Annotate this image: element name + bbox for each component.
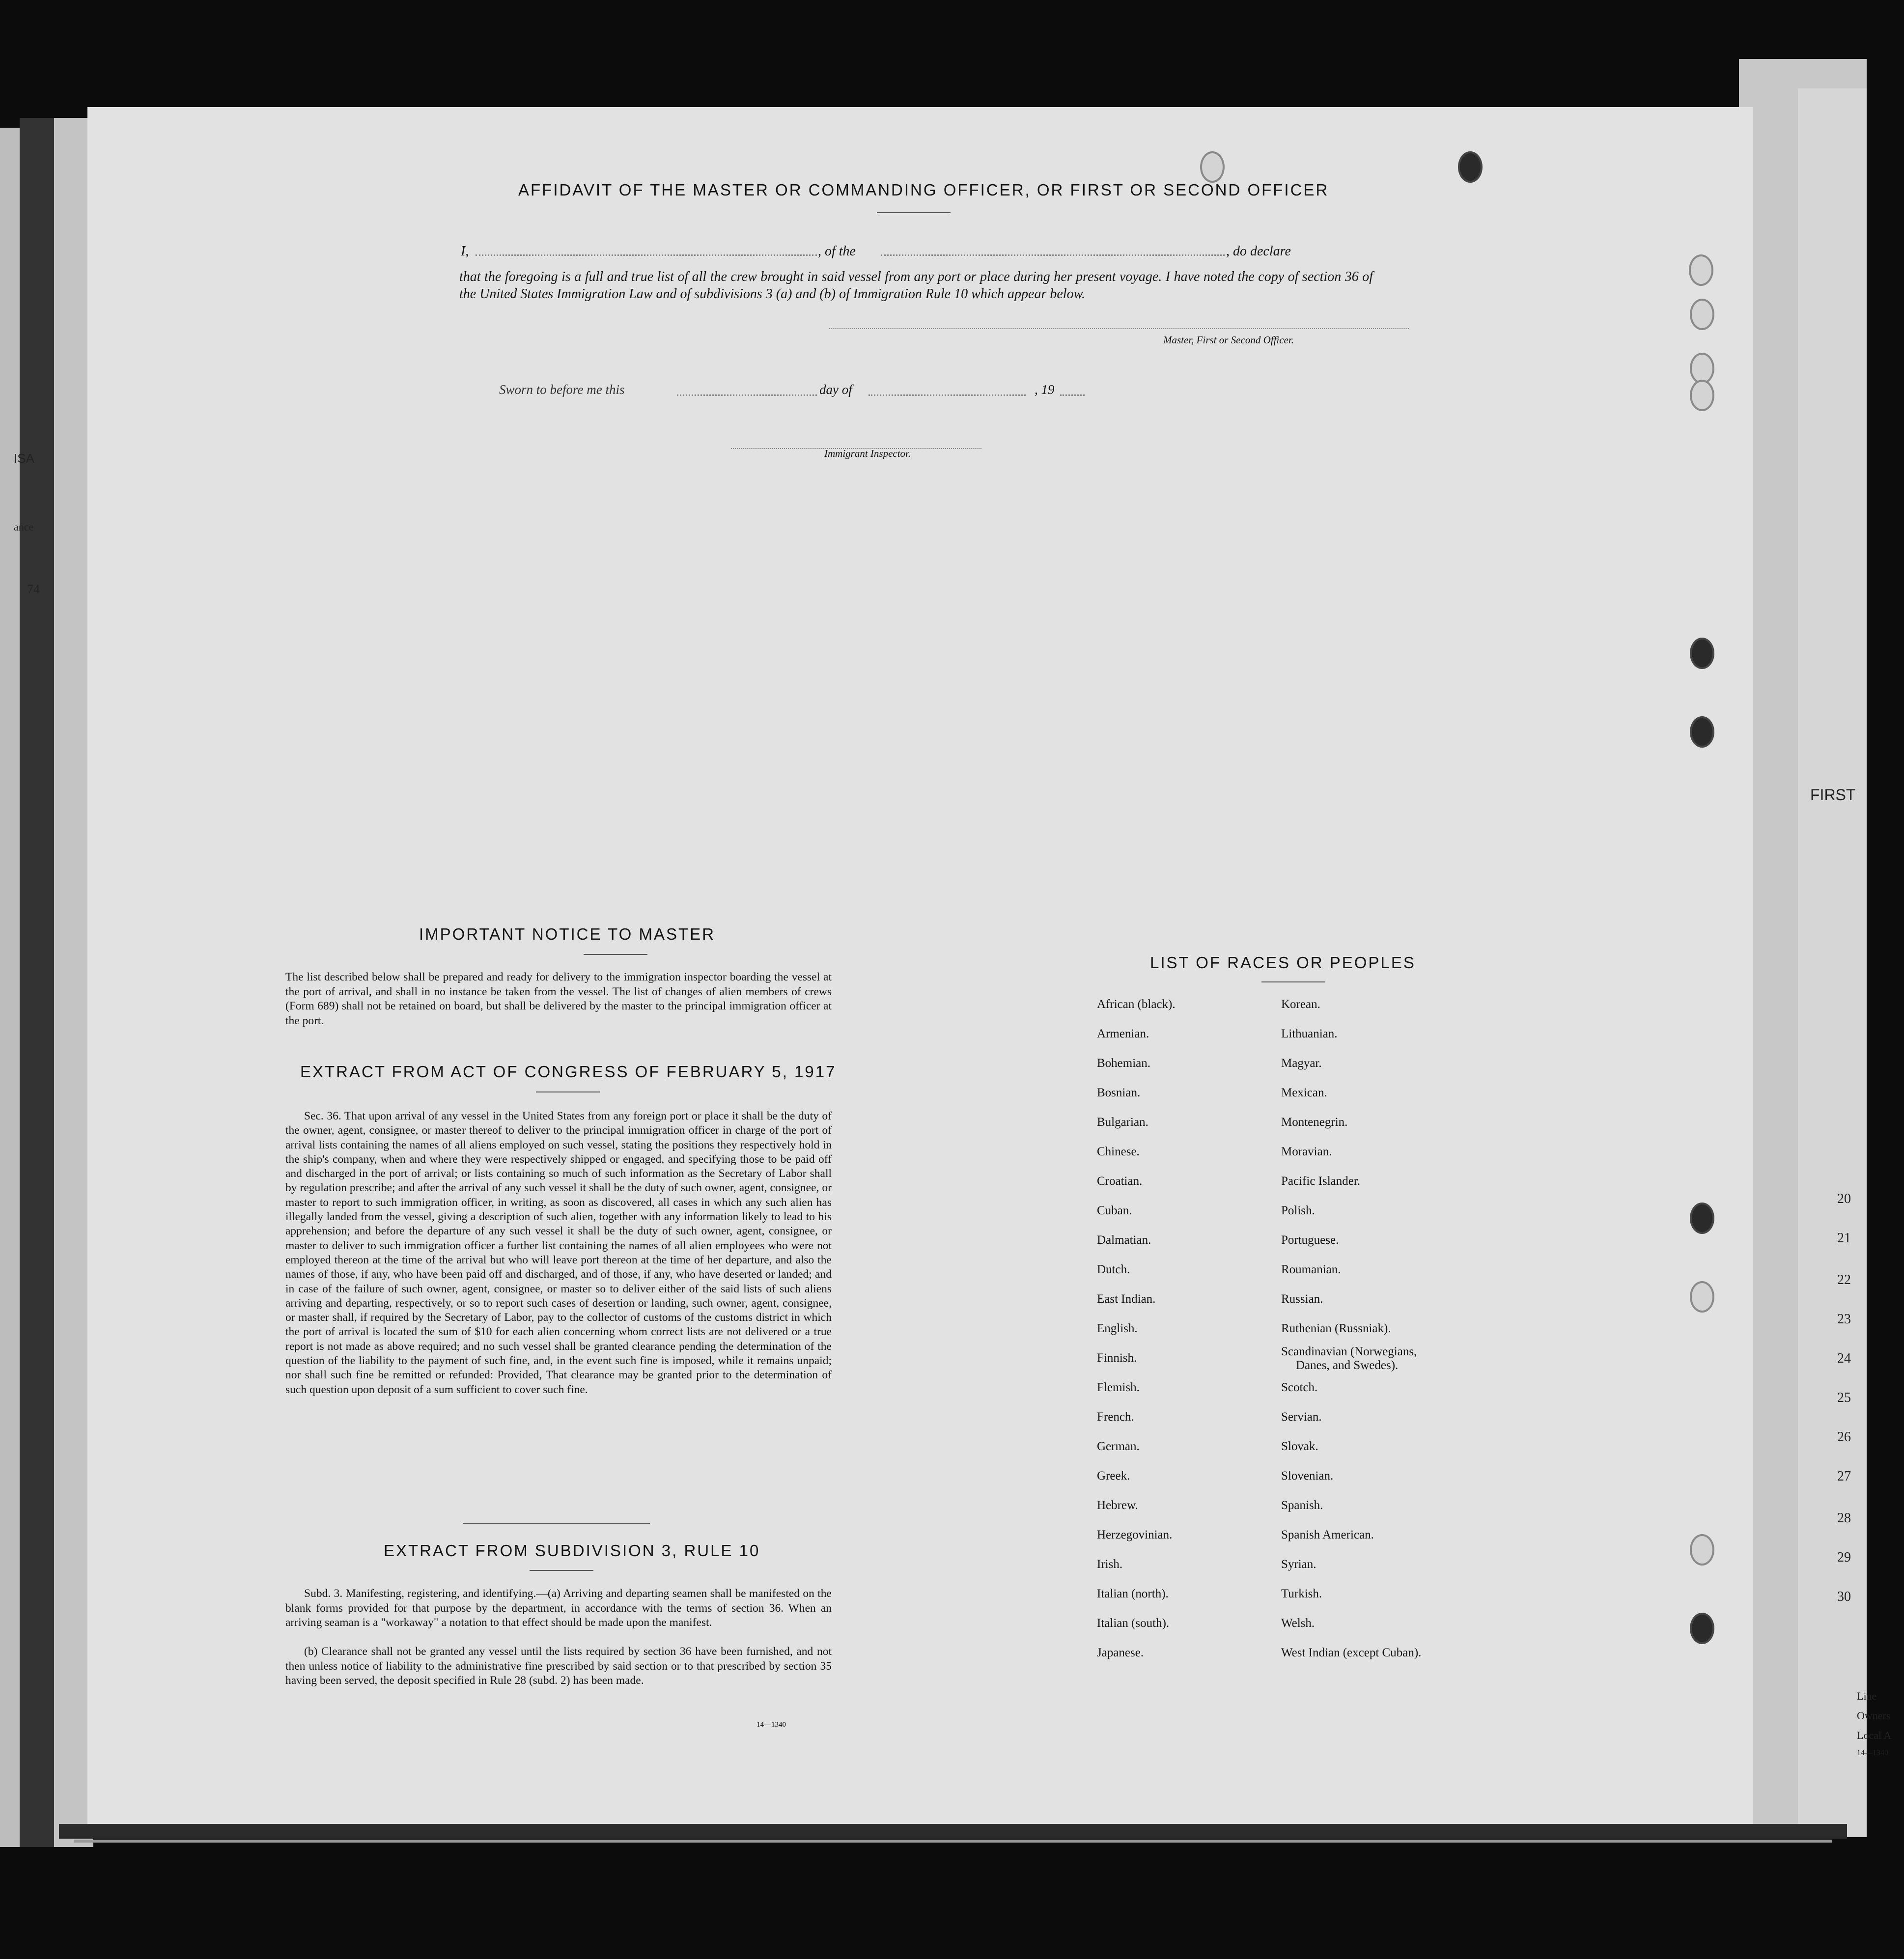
edge-label: 74	[27, 582, 40, 596]
edge-number: 25	[1837, 1390, 1851, 1405]
race-item: Flemish.	[1097, 1381, 1140, 1394]
name-blank	[476, 254, 817, 256]
race-item: Korean.	[1281, 998, 1320, 1011]
divider	[463, 1523, 650, 1524]
race-item: Russian.	[1281, 1292, 1323, 1306]
edge-label-first: FIRST	[1810, 786, 1856, 804]
race-item: Italian (north).	[1097, 1587, 1169, 1600]
race-item: Turkish.	[1281, 1587, 1322, 1600]
race-item: Polish.	[1281, 1204, 1315, 1217]
day-blank	[677, 394, 817, 396]
race-item: Croatian.	[1097, 1175, 1143, 1188]
punch-hole	[1690, 1613, 1714, 1644]
race-item: Armenian.	[1097, 1027, 1149, 1040]
race-item: Dutch.	[1097, 1263, 1130, 1276]
race-item: Greek.	[1097, 1469, 1130, 1483]
race-item: Pacific Islander.	[1281, 1175, 1361, 1188]
page-bottom-edge	[74, 1840, 1832, 1843]
rule-para-a: Subd. 3. Manifesting, registering, and identifying.—(a) Arriving and departing seamen shall be manifested on the blank forms provided for that purpose by the department, in accordance with the terms of section 36. When an arriving seaman is a "workaway" a notation to that effect should be made upon the manifest.	[285, 1587, 832, 1629]
race-item-continuation: Danes, and Swedes).	[1296, 1359, 1399, 1372]
punch-hole	[1690, 1534, 1714, 1566]
race-item: English.	[1097, 1322, 1138, 1335]
punch-hole	[1458, 151, 1483, 183]
edge-number: 23	[1837, 1312, 1851, 1327]
notice-title: IMPORTANT NOTICE TO MASTER	[419, 925, 716, 943]
race-item: Ruthenian (Russniak).	[1281, 1322, 1391, 1335]
race-item: Montenegrin.	[1281, 1116, 1348, 1129]
race-item: Dalmatian.	[1097, 1233, 1151, 1247]
edge-number: 26	[1837, 1429, 1851, 1445]
race-item: Japanese.	[1097, 1646, 1144, 1659]
form-number: 14—1340	[756, 1721, 786, 1729]
race-item: Bosnian.	[1097, 1086, 1141, 1099]
rule-para-b: (b) Clearance shall not be granted any vessel until the lists required by section 36 have been furnished, and not then unless notice of liability to the administrative fine prescribed by said section or to that prescribed by section 35 having been served, the deposit specified in Rule 28 (subd. 2) has been made.	[285, 1645, 832, 1687]
edge-number: 21	[1837, 1231, 1851, 1246]
edge-label: Owners	[1857, 1709, 1891, 1722]
affidavit-of-the: , of the	[818, 244, 856, 259]
edge-number: 29	[1837, 1550, 1851, 1565]
affidavit-i-label: I,	[461, 244, 469, 259]
divider	[584, 954, 647, 955]
race-item: Lithuanian.	[1281, 1027, 1338, 1040]
edge-label: ance	[14, 521, 34, 533]
punch-hole	[1690, 380, 1714, 411]
race-item: Scandinavian (Norwegians,	[1281, 1345, 1417, 1358]
race-item: East Indian.	[1097, 1292, 1156, 1306]
act-title: EXTRACT FROM ACT OF CONGRESS OF FEBRUARY 5, 1917	[300, 1063, 837, 1081]
vessel-blank	[881, 254, 1225, 256]
divider	[536, 1091, 600, 1092]
punch-hole	[1690, 1203, 1714, 1234]
inspector-caption: Immigrant Inspector.	[824, 448, 911, 459]
race-item: Roumanian.	[1281, 1263, 1341, 1276]
race-item: Hebrew.	[1097, 1499, 1138, 1512]
race-item: German.	[1097, 1440, 1140, 1453]
race-item: Portuguese.	[1281, 1233, 1339, 1247]
race-item: French.	[1097, 1410, 1134, 1424]
race-item: Cuban.	[1097, 1204, 1132, 1217]
affidavit-body: that the foregoing is a full and true list of all the crew brought in said vessel from any port or place during her present voyage. I have noted the copy of section 36 of the United States Immigration Law and of subdivisions 3 (a) and (b) of Immigration Rule 10 which appear below.	[459, 269, 1373, 302]
race-item: Irish.	[1097, 1558, 1123, 1571]
signature-caption: Master, First or Second Officer.	[1163, 334, 1294, 346]
notice-body: The list described below shall be prepared and ready for delivery to the immigration inspector boarding the vessel at the port of arrival, and shall in no instance be taken from the vessel. The list of changes of alien members of crews (Form 689) shall not be retained on board, but shall be delivered by the master to the principal immigration officer at the port.	[285, 971, 832, 1027]
race-item: Finnish.	[1097, 1351, 1137, 1365]
edge-label: ISA	[14, 451, 34, 466]
race-item: Slovenian.	[1281, 1469, 1334, 1483]
punch-hole	[1200, 151, 1225, 183]
document-page	[87, 107, 1753, 1824]
affidavit-title: AFFIDAVIT OF THE MASTER OR COMMANDING OFFICER, OR FIRST OR SECOND OFFICER	[518, 181, 1329, 199]
race-item: Chinese.	[1097, 1145, 1140, 1158]
race-item: Spanish American.	[1281, 1528, 1374, 1541]
race-item: Servian.	[1281, 1410, 1322, 1424]
edge-number: 24	[1837, 1351, 1851, 1366]
edge-label: 14—1340	[1857, 1749, 1888, 1757]
page-bottom-shadow	[59, 1824, 1847, 1839]
races-title: LIST OF RACES OR PEOPLES	[1150, 953, 1416, 972]
race-item: Bohemian.	[1097, 1057, 1151, 1070]
race-item: Bulgarian.	[1097, 1116, 1148, 1129]
day-of-label: day of	[819, 382, 852, 397]
race-item: Mexican.	[1281, 1086, 1327, 1099]
punch-hole	[1690, 716, 1714, 748]
divider	[1261, 981, 1325, 982]
punch-hole	[1690, 638, 1714, 669]
race-item: West Indian (except Cuban).	[1281, 1646, 1422, 1659]
affidavit-do-declare: , do declare	[1226, 244, 1291, 259]
act-body: Sec. 36. That upon arrival of any vessel in the United States from any foreign port or place it shall be the duty of the owner, agent, consignee, or master thereof to deliver to the principal immigration officer in charge of the port of arrival lists containing the names of all aliens employed on such vessel, stating the positions they respectively hold in the ship's company, when and where they were respectively shipped or engaged, and specifying those to be paid off and discharged in the port of arrival; or lists containing so much of such information as the Secretary of Labor shall by regulation prescribe; and after the arrival of any such vessel it shall be the duty of such owner, agent, consignee, or master to report to such immigration officer, in writing, as soon as discovered, all cases in which any such alien has illegally landed from the vessel, giving a description of such alien, together with any information likely to lead to his apprehension; and before the departure of any such vessel it shall be the duty of such owner, agent, consignee, or master to deliver to such immigration officer a further list containing the names of all alien employees who were not employed thereon at the time of the arrival but who will leave port thereon at the time of her departure, and also the names of those, if any, who have been paid off and discharged, and of those, if any, who have deserted or landed; and in case of the failure of such owner, agent, consignee, or master so to deliver either of the said lists of such aliens arriving and departing, respectively, or so to report such cases of desertion or landing, such owner, agent, consignee, or master shall, if required by the Secretary of Labor, pay to the collector of customs of the customs district in which the port of arrival is located the sum of $10 for each alien concerning whom correct lists are not delivered or a true report is not made as above required; and no such vessel shall be granted clearance pending the determination of the question of the liability to the payment of such fine, and, in the event such fine is imposed, while it remains unpaid; nor shall such fine be remitted or refunded: Provided, That clearance may be granted prior to the determination of such question upon deposit of a sum sufficient to cover such fine.	[285, 1110, 832, 1396]
race-item: Herzegovinian.	[1097, 1528, 1173, 1541]
rule-title: EXTRACT FROM SUBDIVISION 3, RULE 10	[384, 1541, 760, 1560]
race-item: Italian (south).	[1097, 1617, 1170, 1630]
race-item: Moravian.	[1281, 1145, 1332, 1158]
divider	[877, 212, 951, 213]
race-item: Spanish.	[1281, 1499, 1323, 1512]
race-item: Magyar.	[1281, 1057, 1322, 1070]
sworn-label: Sworn to before me this	[499, 382, 625, 397]
divider	[530, 1570, 593, 1571]
race-item: African (black).	[1097, 998, 1176, 1011]
race-item: Syrian.	[1281, 1558, 1316, 1571]
edge-number: 30	[1837, 1589, 1851, 1604]
race-item: Welsh.	[1281, 1617, 1315, 1630]
year-label: , 19	[1035, 382, 1055, 397]
punch-hole	[1690, 1281, 1714, 1313]
edge-label: Local A	[1857, 1729, 1892, 1741]
race-item: Scotch.	[1281, 1381, 1318, 1394]
edge-label: Line	[1857, 1690, 1877, 1702]
punch-hole	[1689, 254, 1713, 286]
punch-hole	[1690, 299, 1714, 330]
underlying-page-right-strip	[1798, 88, 1867, 1837]
signature-blank	[829, 328, 1409, 329]
year-blank	[1060, 394, 1085, 396]
month-blank	[868, 394, 1026, 396]
edge-number: 27	[1837, 1469, 1851, 1484]
edge-number: 20	[1837, 1191, 1851, 1206]
edge-number: 28	[1837, 1511, 1851, 1526]
edge-number: 22	[1837, 1272, 1851, 1287]
race-item: Slovak.	[1281, 1440, 1318, 1453]
